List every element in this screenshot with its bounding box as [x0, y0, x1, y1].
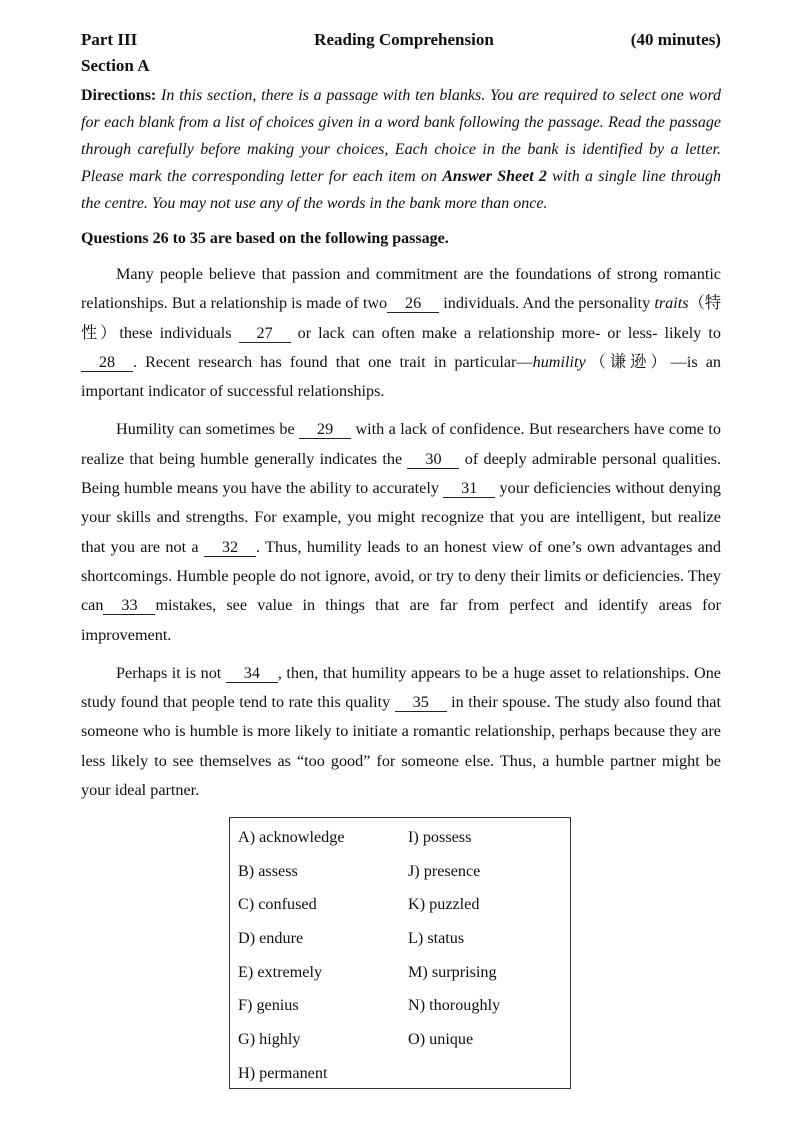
blank-30: 30	[407, 450, 459, 469]
directions-text-1: In this section, there is a passage with ten blanks. You are required to select one word for each blank from a list of choices given in a word bank following the passage. Read the passage through carefully before making your choices, Each choice in the bank is identified by a letter. Please mark the corresponding letter for each item on	[81, 87, 721, 185]
passage-text: Many people believe that passion and commitment are the foundations of strong romantic relationships. But a relationship is made of two	[81, 265, 721, 313]
blank-26: 26	[387, 294, 439, 313]
passage-text: with a lack of confidence. But researchers have come to realize that being humble generally indicates the	[81, 420, 721, 468]
directions	[81, 82, 721, 217]
questions-heading: Questions 26 to 35 are based on the following passage.	[81, 230, 449, 247]
word-bank-item: C) confused	[238, 895, 317, 913]
time-limit: (40 minutes)	[630, 30, 721, 49]
blank-35: 35	[395, 693, 447, 712]
directions-label: Directions:	[81, 87, 157, 104]
passage-text: of deeply admirable personal qualities. Being humble means you have the ability to accurately	[81, 449, 721, 498]
blank-27: 27	[239, 324, 291, 343]
passage-text: Perhaps it is not	[116, 663, 226, 682]
header	[81, 30, 721, 56]
blank-31: 31	[443, 479, 495, 498]
passage-italic-term: humility	[532, 352, 586, 371]
passage-text: individuals. And the personality	[439, 294, 655, 313]
directions-text-2: with a single line through the centre. You may not use any of the words in the bank more than once.	[81, 168, 722, 212]
word-bank-item: B) assess	[238, 862, 298, 880]
word-bank-item: J) presence	[408, 862, 481, 880]
passage-text: （特性）these individuals	[81, 294, 722, 342]
blank-33: 33	[103, 596, 155, 615]
word-bank-item: I) possess	[408, 828, 472, 846]
passage-text: , then, that humility appears to be a huge asset to relationships. One study found that people tend to rate this quality	[81, 663, 721, 712]
word-bank-item: L) status	[408, 929, 465, 947]
word-bank-item: O) unique	[408, 1030, 474, 1048]
section-label: Section A	[81, 56, 150, 75]
part-label: Part III	[81, 30, 138, 49]
word-bank	[229, 817, 571, 1089]
passage-text: mistakes, see value in things that are far from perfect and identify areas for improvement.	[81, 596, 721, 644]
passage-paragraph-1	[81, 260, 721, 406]
passage-paragraph-2	[81, 415, 721, 649]
passage-text: （谦逊）—is an important indicator of successful relationships.	[81, 352, 721, 401]
word-bank-item: F) genius	[238, 996, 299, 1014]
blank-34: 34	[226, 664, 278, 683]
answer-sheet-ref: Answer Sheet 2	[442, 168, 547, 185]
word-bank-item: D) endure	[238, 929, 304, 947]
word-bank-item: G) highly	[238, 1030, 301, 1048]
word-bank-item: E) extremely	[238, 963, 323, 981]
passage-text: Humility can sometimes be	[116, 420, 300, 439]
blank-28: 28	[81, 353, 133, 372]
passage-italic-term: traits	[654, 294, 689, 313]
page	[81, 30, 721, 805]
passage-text: . Thus, humility leads to an honest view of one’s own advantages and shortcomings. Humble people do not ignore, avoid, or try to deny their limits or deficiencies. They can	[81, 537, 721, 615]
passage-text: in their spouse. The study also found that someone who is humble is more likely to initiate a romantic relationship, perhaps because they are less likely to see themselves as “too good” for someone else. Thus, a humble partner might be your ideal partner.	[81, 693, 721, 800]
section-title: Reading Comprehension	[314, 30, 494, 49]
passage-text: or lack can often make a relationship more- or less- likely to	[290, 323, 721, 342]
passage-text: your deficiencies without denying your skills and strengths. For example, you might recognize that you are intelligent, but realize that you are not a	[81, 479, 721, 556]
word-bank-item: N) thoroughly	[408, 996, 501, 1014]
word-bank-item: H) permanent	[238, 1064, 328, 1082]
blank-32: 32	[204, 538, 256, 557]
passage-paragraph-3	[81, 659, 721, 805]
passage-text: . Recent research has found that one trait in particular—	[133, 352, 533, 371]
word-bank-item: A) acknowledge	[238, 828, 345, 846]
blank-29: 29	[299, 420, 351, 439]
word-bank-item: K) puzzled	[408, 895, 480, 913]
word-bank-item: M) surprising	[408, 963, 497, 981]
